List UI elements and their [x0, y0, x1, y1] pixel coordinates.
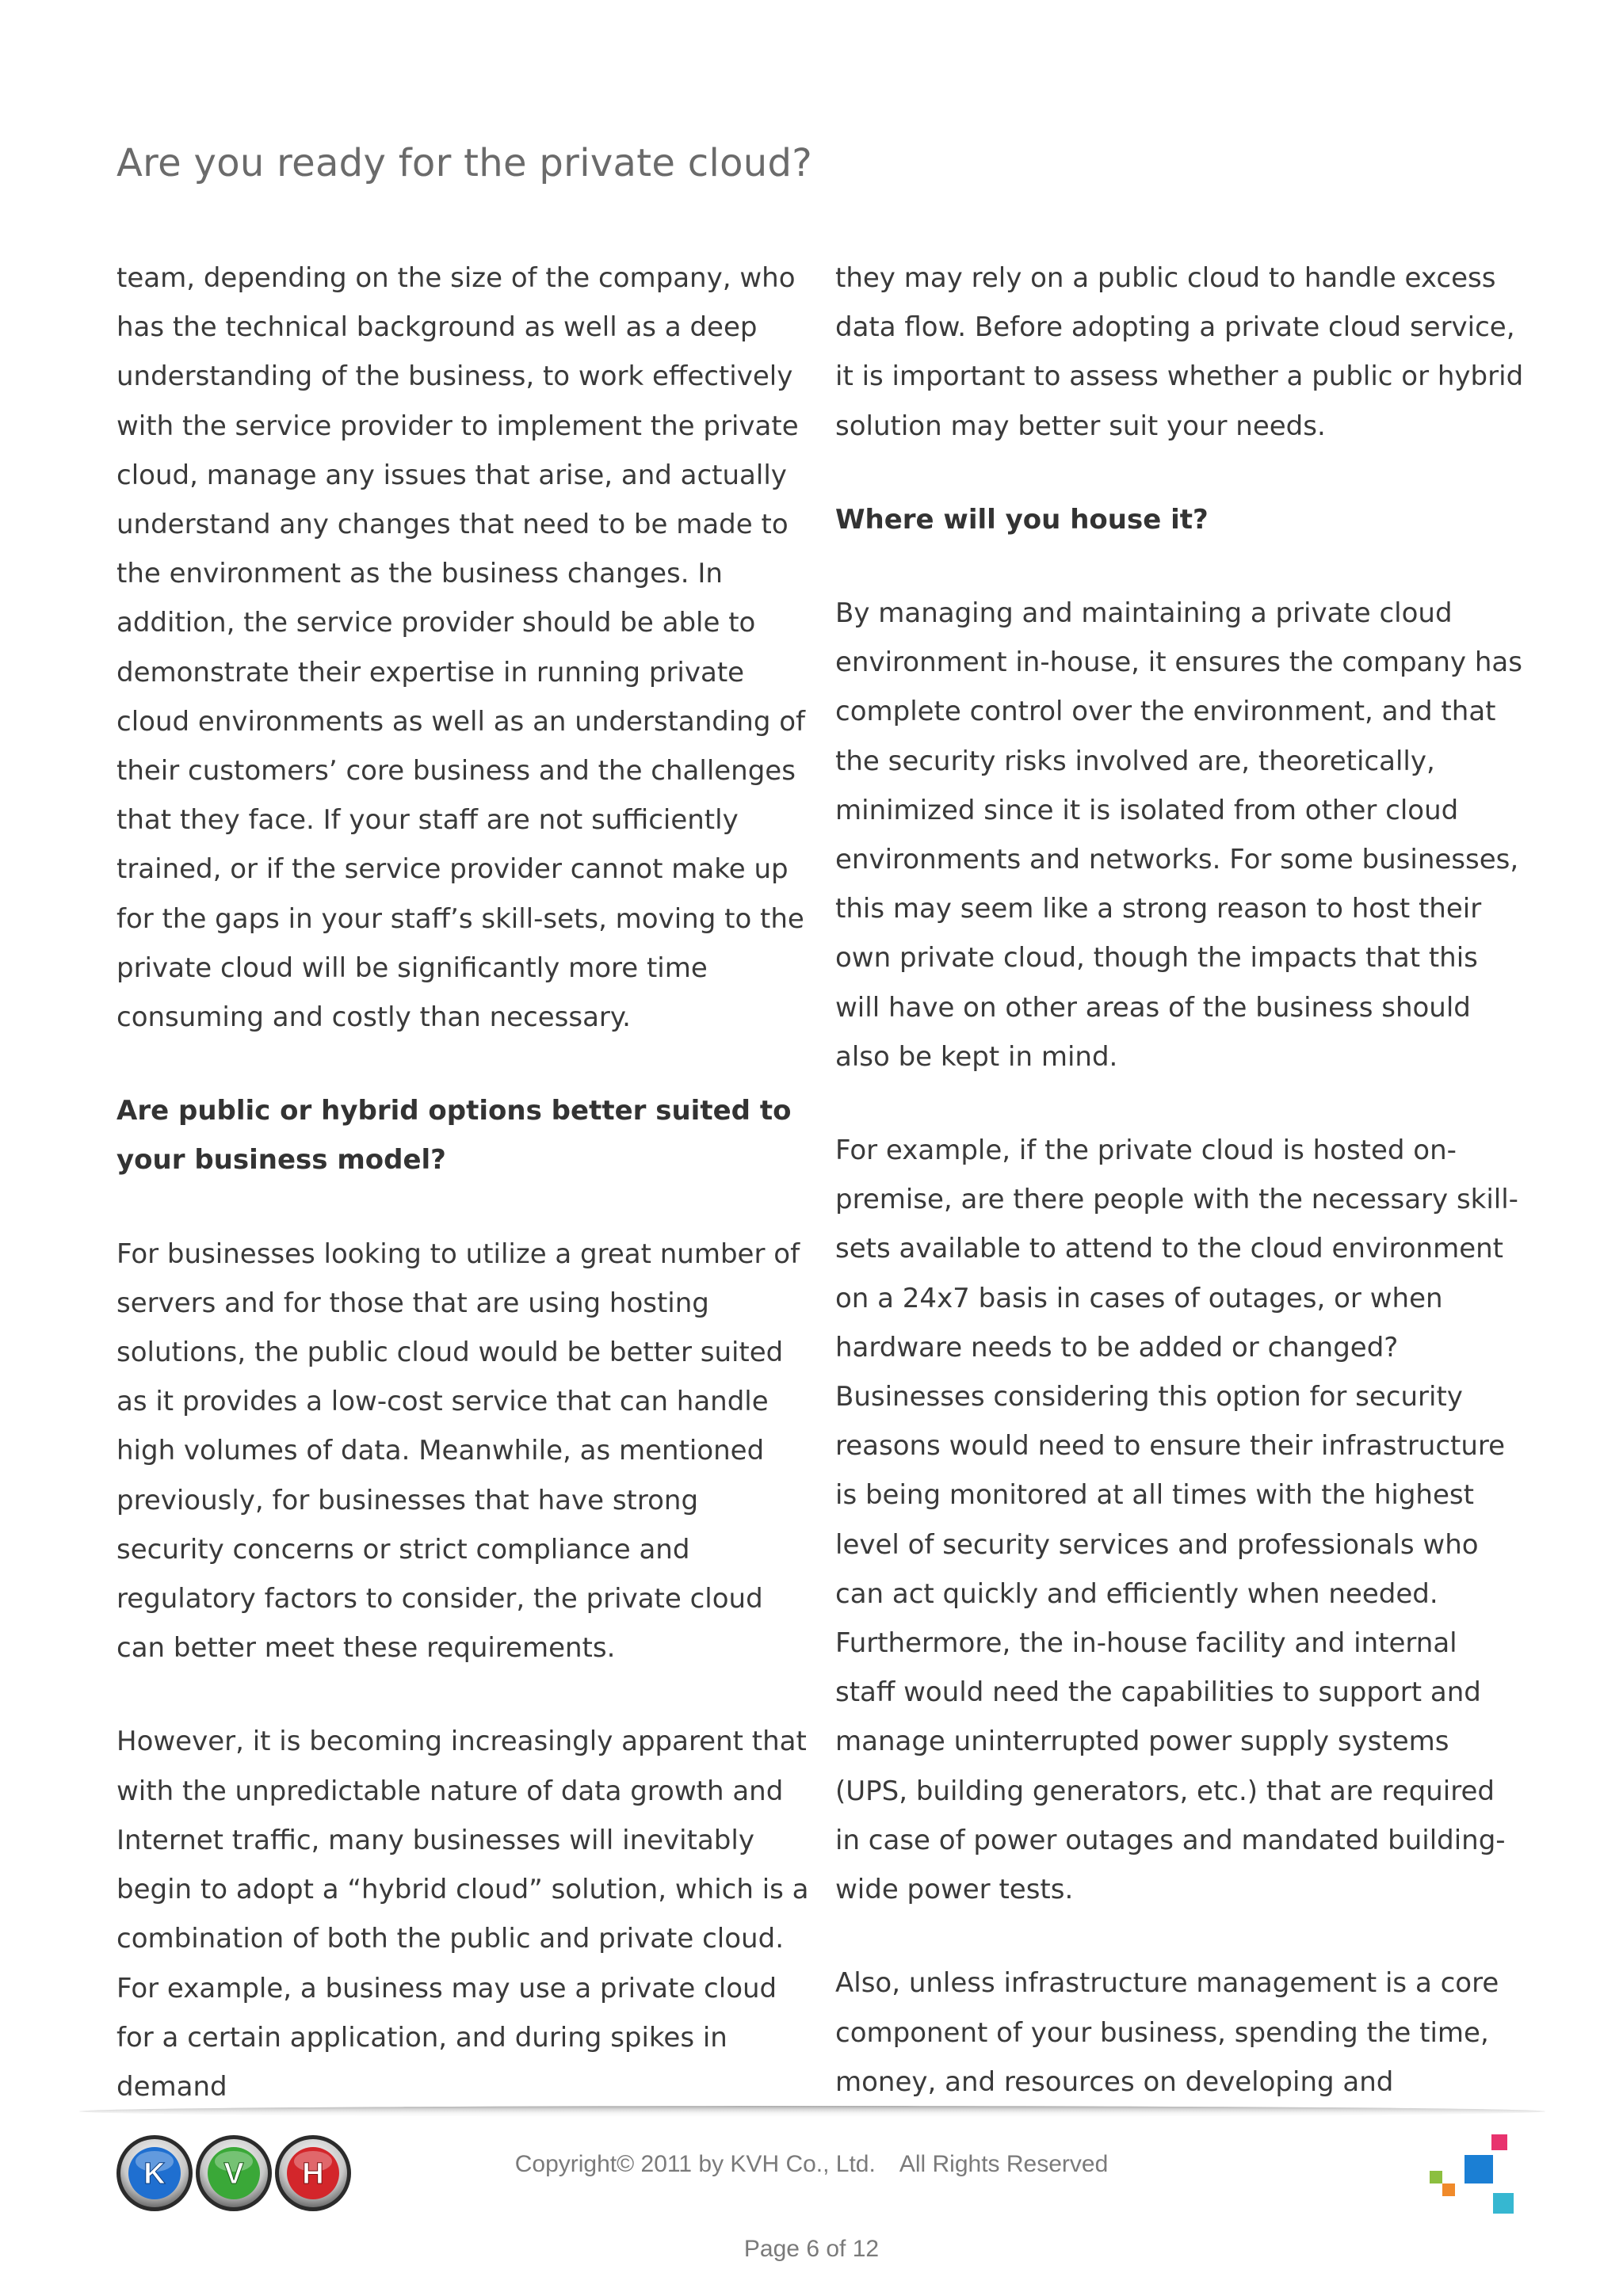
paragraph: Also, unless infrastructure management is a core component of your business, spending the time, money, and resources on developing and: [835, 1967, 1499, 2098]
paragraph: For example, if the private cloud is hosted on-premise, are there people with the necessary skill-sets available to attend to the cloud environment on a 24x7 basis in cases of outages, or when hardware needs to be added or changed? Businesses considering this option for security reasons would need to ensure their infrastructure is being monitored at all times with the highest level of security services and professionals who can act quickly and efficiently when needed. Furthermore, the in-house facility and internal staff would need the capabilities to support and manage uninterrupted power supply systems (UPS, building generators, etc.) that are required in case of power outages and mandated building-wide power tests.: [835, 1135, 1518, 1906]
decorative-squares-icon: [1419, 2130, 1522, 2225]
copyright-text: Copyright© 2011 by KVH Co., Ltd.: [514, 2151, 876, 2177]
logo-letter: H: [302, 2157, 324, 2191]
section-heading: Where will you house it?: [835, 503, 1209, 536]
paragraph: team, depending on the size of the company, who has the technical background as well as a deep understanding of the business, to work effectively with the service provider to implement the private cloud, manage any issues that arise, and actually understand any changes that need to be made to the environment as the business changes. In addition, the service provider should be able to demonstrate their expertise in running private cloud environments as well as an understanding of their customers’ core business and the challenges that they face. If your staff are not sufficiently trained, or if the service provider cannot make up for the gaps in your staff’s skill-sets, moving to the private cloud will be significantly more time consuming and costly than necessary.: [116, 262, 806, 1034]
paragraph: they may rely on a public cloud to handle excess data flow. Before adopting a private cloud service, it is important to assess whether a public or hybrid solution may better suit your needs.: [835, 262, 1524, 442]
logo-letter: V: [223, 2157, 244, 2191]
logo-letter: K: [143, 2157, 166, 2191]
paragraph: For businesses looking to utilize a great number of servers and for those that are using hosting solutions, the public cloud would be better suited as it provides a low-cost service that can handle high volumes of data. Meanwhile, as mentioned previously, for businesses that have strong security concerns or strict compliance and regulatory factors to consider, the private cloud can better meet these requirements.: [116, 1238, 800, 1665]
page-title: Are you ready for the private cloud?: [116, 141, 813, 185]
paragraph: However, it is becoming increasingly apparent that with the unpredictable nature of data growth and Internet traffic, many businesses will inevitably begin to adopt a “hybrid cloud” solution, which is a combination of both the public and private cloud. For example, a business may use a private cloud for a certain application, and during spikes in demand: [116, 1726, 809, 2103]
rights-text: All Rights Reserved: [899, 2151, 1109, 2177]
section-heading: Are public or hybrid options better suited to your business model?: [116, 1095, 792, 1177]
page-number: Page 6 of 12: [743, 2236, 880, 2262]
right-column: [835, 254, 1525, 2107]
copyright-notice: [0, 2151, 1623, 2178]
paragraph: By managing and maintaining a private cloud environment in-house, it ensures the company has complete control over the environment, and that the security risks involved are, theoretically, minimized since it is isolated from other cloud environments and networks. For some businesses, this may seem like a strong reason to host their own private cloud, though the impacts that this will have on other areas of the business should also be kept in mind.: [835, 597, 1522, 1073]
left-column: [116, 254, 810, 2111]
footer-divider: [79, 2106, 1545, 2117]
